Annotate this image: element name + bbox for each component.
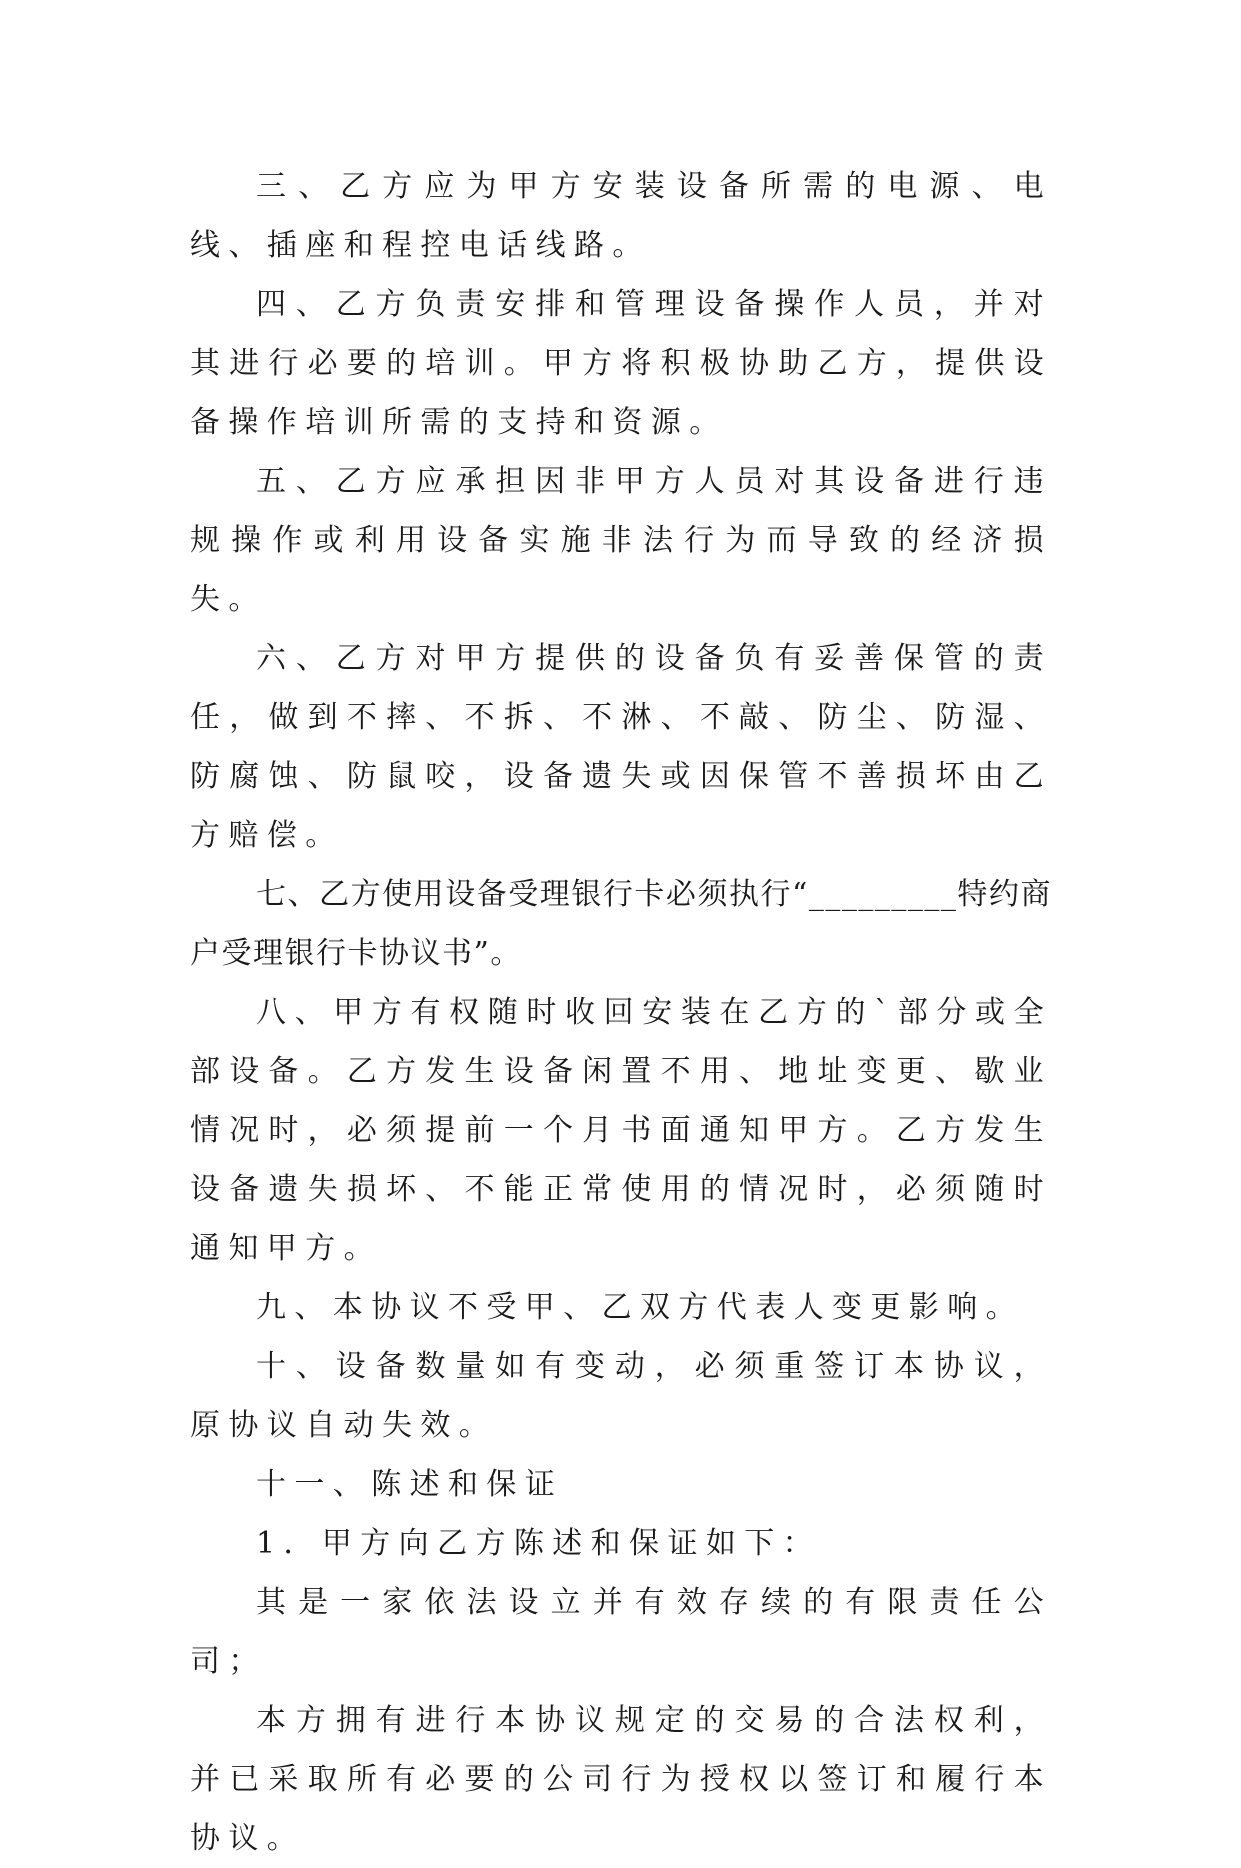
clause-10-paragraph: 十、设备数量如有变动，必须重签订本协议，原协议自动失效。 — [190, 1349, 1052, 1443]
clause-4-paragraph: 四、乙方负责安排和管理设备操作人员，并对其进行必要的培训。甲方将积极协助乙方，提供设备操作培训所需的支持和资源。 — [190, 287, 1052, 440]
clause-11-heading: 十一、陈述和保证 — [256, 1467, 564, 1502]
document-body — [190, 157, 1052, 1868]
clause-11-item-1: 1．甲方向乙方陈述和保证如下： — [256, 1526, 822, 1561]
clause-8-paragraph: 八、甲方有权随时收回安装在乙方的`部分或全部设备。乙方发生设备闲置不用、地址变更、歇业情况时，必须提前一个月书面通知甲方。乙方发生设备遗失损坏、不能正常使用的情况时，必须随时通知甲方。 — [190, 995, 1052, 1266]
clause-11-item-1-b: 本方拥有进行本协议规定的交易的合法权利，并已采取所有必要的公司行为授权以签订和履行本协议。 — [190, 1703, 1052, 1856]
clause-7-paragraph: 七、乙方使用设备受理银行卡必须执行“_________特约商户受理银行卡协议书”。 — [190, 877, 1052, 971]
clause-9-paragraph: 九、本协议不受甲、乙双方代表人变更影响。 — [256, 1290, 1024, 1325]
clause-5-paragraph: 五、乙方应承担因非甲方人员对其设备进行违规操作或利用设备实施非法行为而导致的经济损失。 — [190, 464, 1052, 617]
clause-3-paragraph: 三、乙方应为甲方安装设备所需的电源、电线、插座和程控电话线路。 — [190, 169, 1052, 263]
clause-6-paragraph: 六、乙方对甲方提供的设备负有妥善保管的责任，做到不摔、不拆、不淋、不敲、防尘、防湿、防腐蚀、防鼠咬，设备遗失或因保管不善损坏由乙方赔偿。 — [190, 641, 1052, 853]
clause-11-item-1-a: 其是一家依法设立并有效存续的有限责任公司； — [190, 1585, 1052, 1679]
